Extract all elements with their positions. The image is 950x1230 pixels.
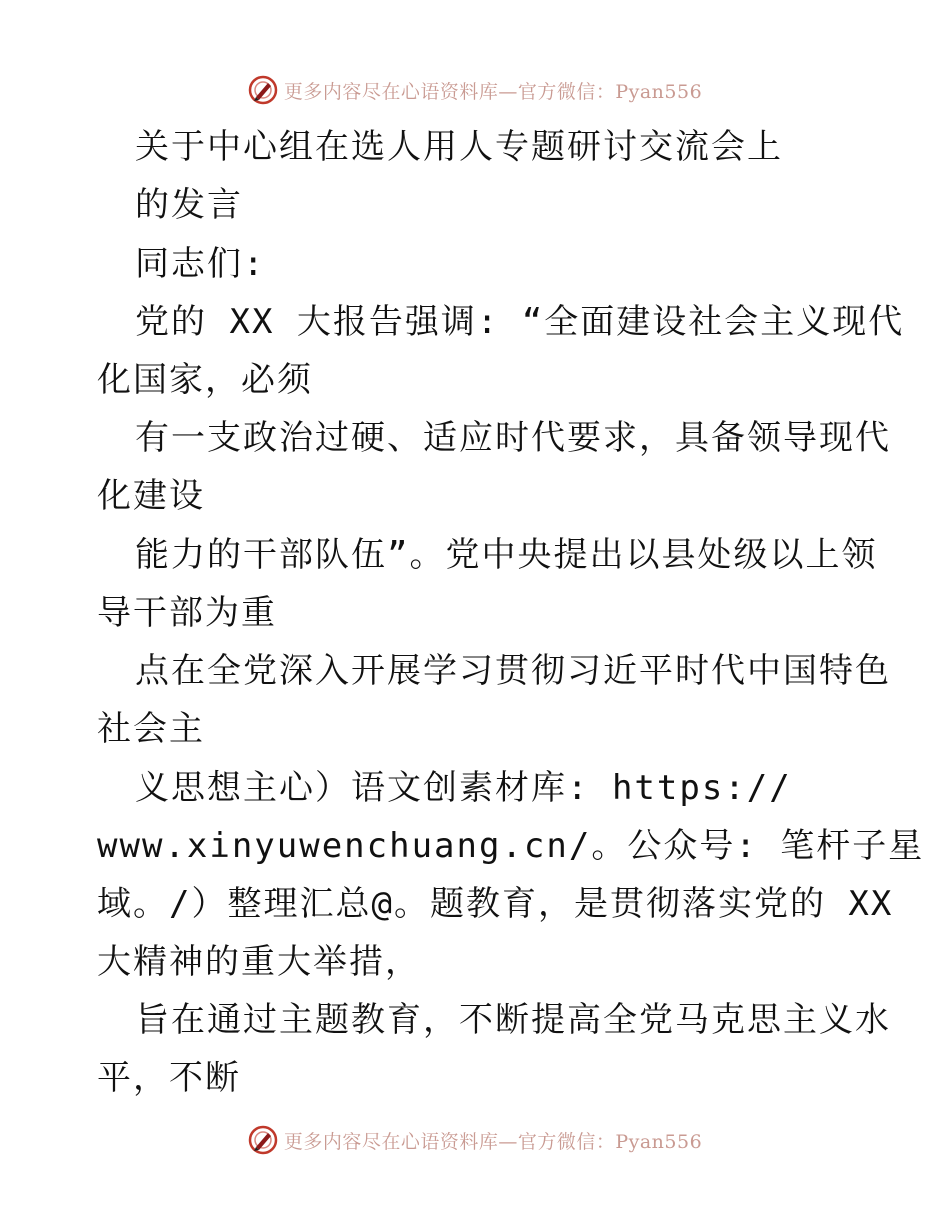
footer-watermark (0, 1120, 950, 1160)
doc-line: 域。/）整理汇总@。题教育，是贯彻落实党的 XX (97, 884, 894, 924)
doc-line: 有一支政治过硬、适应时代要求，具备领导现代 (135, 418, 891, 458)
doc-line: www.xinyuwenchuang.cn/。公众号: 笔杆子星 (97, 826, 925, 866)
doc-title-line-1: 关于中心组在选人用人专题研讨交流会上 (135, 127, 783, 167)
doc-salutation: 同志们: (135, 244, 266, 284)
doc-line: 化建设 (97, 476, 205, 516)
watermark-text: 更多内容尽在心语资料库—官方微信：Pyan556 (283, 1130, 703, 1153)
doc-line: 点在全党深入开展学习贯彻习近平时代中国特色 (135, 651, 891, 691)
doc-line: 平，不断 (97, 1058, 241, 1098)
doc-line: 导干部为重 (97, 593, 277, 633)
pen-logo-icon (248, 1125, 278, 1155)
doc-line: 党的 XX 大报告强调: “全面建设社会主义现代 (135, 302, 905, 342)
watermark-text: 更多内容尽在心语资料库—官方微信：Pyan556 (283, 80, 703, 103)
doc-line: 大精神的重大举措， (97, 942, 421, 982)
doc-line: 能力的干部队伍”。党中央提出以县处级以上领 (135, 535, 878, 575)
doc-line: 旨在通过主题教育，不断提高全党马克思主义水 (135, 1000, 891, 1040)
doc-line: 化国家，必须 (97, 360, 313, 400)
doc-line: 社会主 (97, 709, 205, 749)
doc-line: 义思想主心）语文创素材库: https:// (135, 768, 792, 808)
doc-title-line-2: 的发言 (135, 185, 243, 225)
